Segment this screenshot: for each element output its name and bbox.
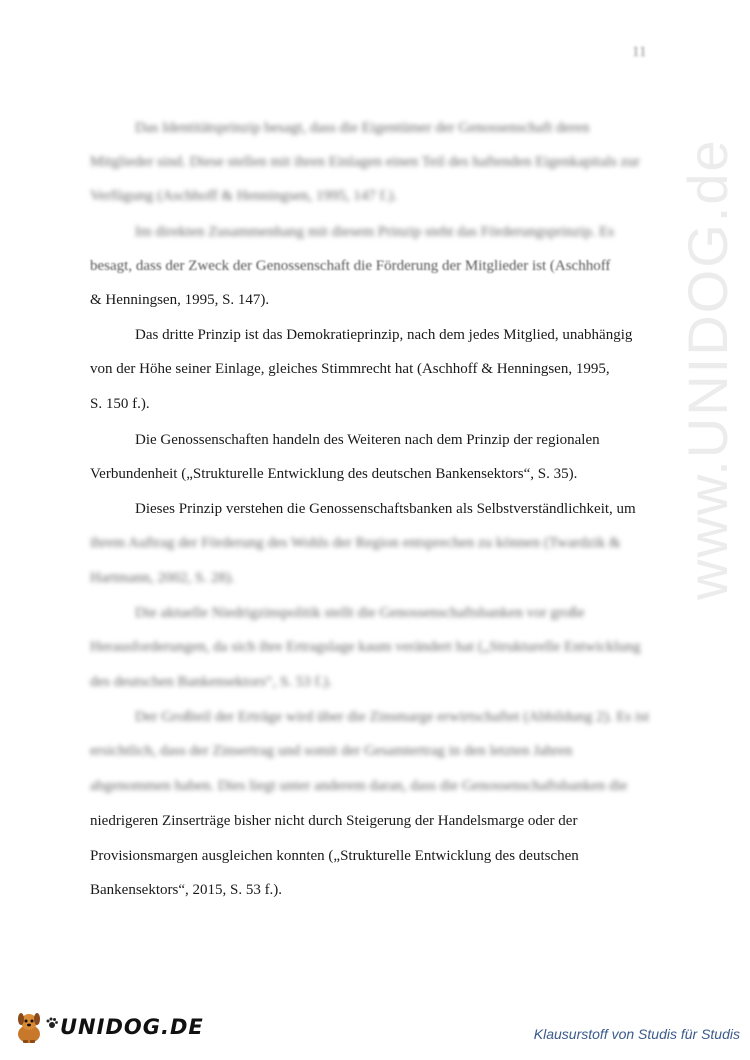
body-line: Provisionsmargen ausgleichen konnten („Strukturelle Entwicklung des deutschen — [90, 848, 579, 864]
body-line: Mitglieder sind. Diese stellen mit ihren Einlagen einen Teil des haftenden Eigenkapitals zur — [90, 154, 640, 170]
body-line: Dieses Prinzip verstehen die Genossenschaftsbanken als Selbstverständlichkeit, um — [135, 501, 636, 517]
body-line: Verbundenheit („Strukturelle Entwicklung des deutschen Bankensektors“, S. 35). — [90, 466, 578, 482]
body-line: Im direkten Zusammenhang mit diesem Prinzip steht das Förderungsprinzip. Es — [135, 224, 615, 240]
body-line: Verfügung (Aschhoff & Henningsen, 1995, 147 f.). — [90, 188, 398, 204]
body-line: abgenommen haben. Dies liegt unter anderem daran, dass die Genossenschaftsbanken die — [90, 778, 628, 794]
body-line: Der Großteil der Erträge wird über die Zinsmarge erwirtschaftet (Abbildung 2). Es ist — [135, 709, 650, 725]
body-line: Hartmann, 2002, S. 28). — [90, 570, 235, 586]
page-number: 11 — [632, 44, 647, 60]
body-line: ihrem Auftrag der Förderung des Wohls der Region entsprechen zu können (Twardzik & — [90, 535, 621, 551]
body-line: Das Identitätsprinzip besagt, dass die Eigentümer der Genossenschaft deren — [135, 120, 590, 136]
body-line: ersichtlich, dass der Zinsertrag und somit der Gesamtertrag in den letzten Jahren — [90, 743, 573, 759]
body-line: Bankensektors“, 2015, S. 53 f.). — [90, 882, 283, 898]
body-line: S. 150 f.). — [90, 396, 150, 412]
footer-tagline: Klausurstoff von Studis für Studis — [533, 1026, 740, 1042]
body-line: besagt, dass der Zweck der Genossenschaft die Förderung der Mitglieder ist (Aschhoff — [90, 258, 611, 274]
body-line: & Henningsen, 1995, S. 147). — [90, 292, 270, 308]
dog-mascot-icon — [14, 1010, 44, 1044]
body-line: Die Genossenschaften handeln des Weiteren nach dem Prinzip der regionalen — [135, 432, 600, 448]
body-line: niedrigeren Zinserträge bisher nicht durch Steigerung der Handelsmarge oder der — [90, 813, 578, 829]
footer-logo[interactable] — [14, 1010, 204, 1044]
body-line: Herausforderungen, da sich ihre Ertragslage kaum verändert hat („Strukturelle Entwicklung — [90, 639, 641, 655]
watermark: www.UNIDOG.de — [676, 138, 739, 600]
body-line: von der Höhe seiner Einlage, gleiches Stimmrecht hat (Aschhoff & Henningsen, 1995, — [90, 361, 610, 377]
body-line: des deutschen Bankensektors“, S. 53 f.). — [90, 674, 333, 690]
logo-text: UNIDOG.DE — [60, 1015, 204, 1039]
paw-icon — [46, 1017, 58, 1029]
body-line: Das dritte Prinzip ist das Demokratieprinzip, nach dem jedes Mitglied, unabhängig — [135, 327, 633, 343]
body-line: Die aktuelle Niedrigzinspolitik stellt die Genossenschaftsbanken vor große — [135, 605, 585, 621]
